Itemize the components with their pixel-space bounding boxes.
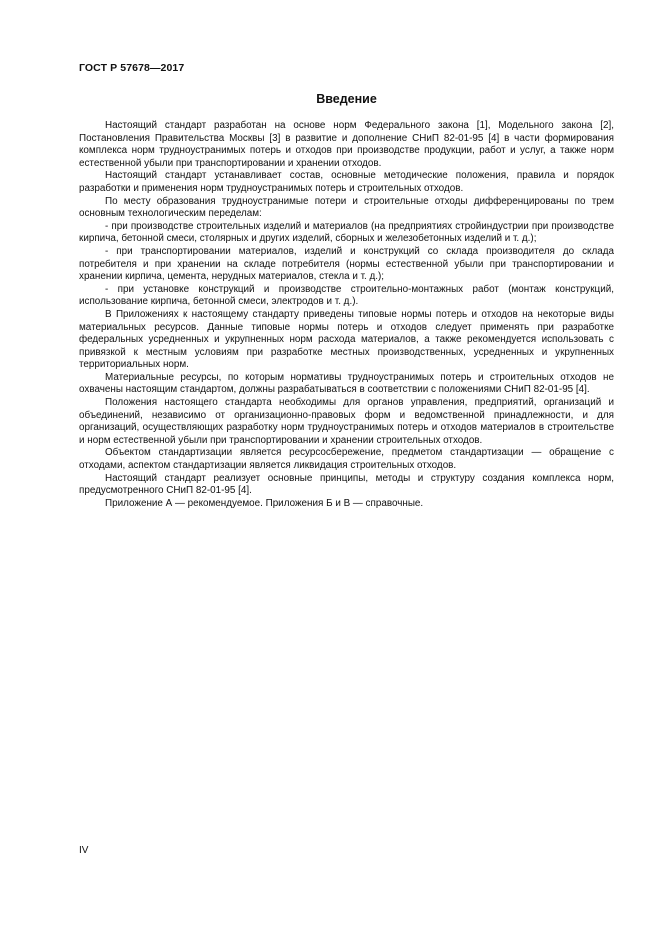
paragraph: Положения настоящего стандарта необходимы для органов управления, предприятий, организаций и объединений, независимо от организационно-правовых форм и ведомственной принадлежности, и для организаций, осуществляющих разработку норм трудноустранимых потерь и отходов материалов в строительстве и норм естественной убыли при транспортировании и хранении строительных отходов. bbox=[79, 397, 614, 446]
body-text bbox=[79, 120, 614, 510]
paragraph: Материальные ресурсы, по которым нормативы трудноустранимых потерь и строительных отходов не охвачены настоящим стандартом, должны разрабатываться в соответствии с положениями СНиП 82-01-95 [4]. bbox=[79, 371, 614, 396]
paragraph: Объектом стандартизации является ресурсосбережение, предметом стандартизации — обращение с отходами, аспектом стандартизации является ликвидация строительных отходов. bbox=[79, 447, 614, 472]
paragraph: Настоящий стандарт реализует основные принципы, методы и структуру создания комплекса норм, предусмотренного СНиП 82-01-95 [4]. bbox=[79, 472, 614, 497]
section-title: Введение bbox=[316, 92, 377, 106]
list-item: - при транспортировании материалов, изделий и конструкций со склада производителя до склада потребителя и при хранении на складе потребителя (нормы естественной убыли при транспортировании и хранении кирпича, цемента, нерудных материалов, стекла и т. д.); bbox=[79, 245, 614, 283]
paragraph: Приложение А — рекомендуемое. Приложения Б и В — справочные. bbox=[105, 497, 424, 509]
paragraph: Настоящий стандарт разработан на основе норм Федерального закона [1], Модельного закона [2], Постановления Правительства Москвы [3] в развитие и дополнение СНиП 82-01-95 [4] в части формирования комплекса норм трудноустранимых потерь и отходов при производстве продукции, работ и услуг, а также норм естественной убыли при транспортировании и хранении отходов. bbox=[79, 120, 614, 169]
paragraph: В Приложениях к настоящему стандарту приведены типовые нормы потерь и отходов на некоторые виды материальных ресурсов. Данные типовые нормы потерь и отходов следует применять при разработке федеральных усредненных и укрупненных норм расхода материалов, а также рекомендуется использовать с привязкой к местным условиям при разработке местных производственных, усредненных и укрупненных территориальных норм. bbox=[79, 308, 614, 371]
list-item: - при установке конструкций и производстве строительно-монтажных работ (монтаж конструкций, использование кирпича, бетонной смеси, электродов и т. д.). bbox=[79, 283, 614, 308]
document-header-code: ГОСТ Р 57678—2017 bbox=[79, 62, 185, 74]
paragraph: Настоящий стандарт устанавливает состав, основные методические положения, правила и порядок разработки и применения норм трудноустранимых потерь и строительных отходов. bbox=[79, 170, 614, 194]
list-item: - при производстве строительных изделий и материалов (на предприятиях стройиндустрии при производстве кирпича, бетонной смеси, столярных и других изделий, сборных и железобетонных изделий и т. д.); bbox=[79, 220, 614, 245]
paragraph: По месту образования трудноустранимые потери и строительные отходы дифференцированы по трем основным технологическим переделам: bbox=[79, 195, 614, 220]
page-number: IV bbox=[79, 845, 89, 856]
